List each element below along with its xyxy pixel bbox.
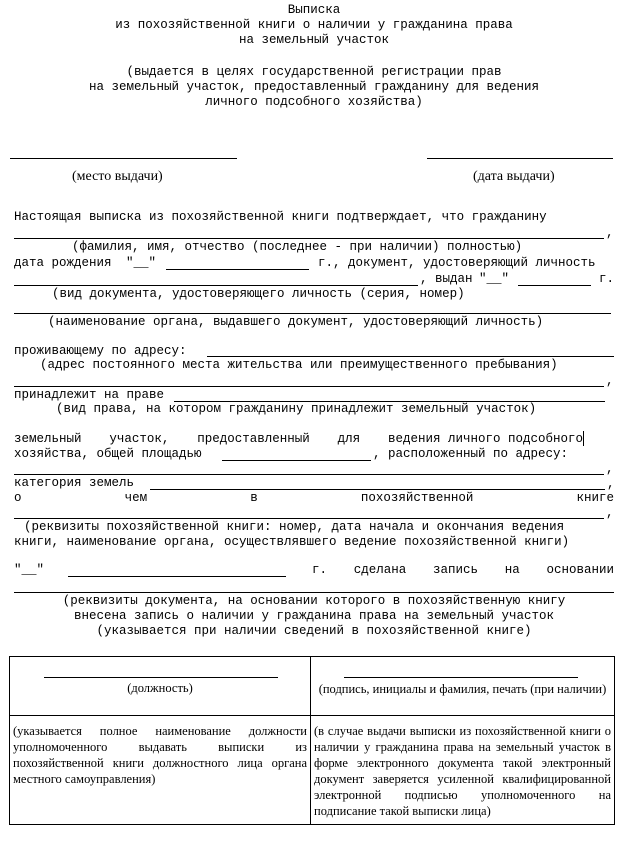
made-word: запись: [432, 563, 478, 577]
dob-day[interactable]: "__": [126, 256, 157, 270]
issue-date-field[interactable]: [518, 285, 591, 286]
e-note-cell: [311, 716, 615, 825]
record-day[interactable]: "__": [14, 563, 45, 577]
plot-word: земельный: [14, 432, 82, 446]
record-word: о: [14, 491, 22, 505]
plot-text-line: [14, 432, 583, 447]
comma: ,: [606, 462, 614, 476]
place-field[interactable]: [10, 158, 237, 159]
comma: ,: [606, 506, 614, 520]
record-word: в: [250, 491, 258, 505]
made-word: сделана: [353, 563, 407, 577]
date-label: (дата выдачи): [473, 169, 555, 184]
doc-hint: (вид документа, удостоверяющего личность (серия, номер): [52, 287, 465, 301]
dob-label: дата рождения: [14, 256, 112, 270]
dob-field[interactable]: [166, 269, 309, 270]
issued-label: , выдан: [420, 272, 473, 286]
book-hint-2: книги, наименование органа, осуществлявшего ведение похозяйственной книги): [14, 535, 570, 549]
doc-label: г., документ, удостоверяющий личность: [318, 256, 596, 270]
made-word: основании: [546, 563, 614, 577]
comma: ,: [606, 374, 614, 388]
plot-word: для: [337, 432, 361, 446]
record-text-line: [14, 491, 614, 506]
position-label: (должность): [127, 681, 193, 695]
purpose-line1: (выдается в целях государственной регистрации прав: [126, 65, 502, 79]
text-cursor: [583, 431, 584, 446]
e-doc-note: (в случае выдачи выписки из похозяйственной книги о наличии у гражданина права на земельный участок в форме электронного документа такой электронный документ заверяется усиленной квалифицированной электронной подписью уполномоченного на подписание такой выписки лица): [314, 724, 611, 818]
record-word: чем: [124, 491, 148, 505]
address-field-2[interactable]: [14, 386, 604, 387]
fio-hint: (фамилия, имя, отчество (последнее - при наличии) полностью): [72, 240, 523, 254]
address-hint: (адрес постоянного места жительства или преимущественного пребывания): [40, 358, 558, 372]
intro-text: Настоящая выписка из похозяйственной книги подтверждает, что гражданину: [14, 210, 547, 224]
id-doc-field[interactable]: [14, 285, 418, 286]
doc-title: Выписка: [287, 3, 341, 17]
position-cell: [10, 657, 311, 716]
org-hint: (наименование органа, выдавшего документ, удостоверяющий личность): [48, 315, 544, 329]
sign-cell: [311, 657, 615, 716]
issuing-org-field[interactable]: [14, 313, 611, 314]
plot-word: ведения личного подсобного: [387, 432, 583, 446]
position-note: (указывается полное наименование должности уполномоченного выдавать выписки из похозяйственной книги должностного лица органа местного самоуправления): [13, 724, 307, 786]
category-field[interactable]: [150, 489, 605, 490]
date-field[interactable]: [427, 158, 613, 159]
basis-hint-2: внесена запись о наличии у гражданина права на земельный участок: [73, 609, 555, 623]
place-label: (место выдачи): [72, 169, 163, 184]
comma: ,: [606, 226, 614, 240]
fio-field[interactable]: [14, 238, 604, 239]
comma: ,: [607, 477, 615, 491]
record-word: похозяйственной: [360, 491, 474, 505]
sign-label: (подпись, инициалы и фамилия, печать (при наличии): [318, 682, 607, 696]
plot-address-field[interactable]: [14, 474, 604, 475]
address-field[interactable]: [207, 356, 614, 357]
basis-hint-3: (указывается при наличии сведений в похозяйственной книге): [96, 624, 532, 638]
category-label: категория земель: [14, 476, 135, 490]
address-label: проживающему по адресу:: [14, 344, 187, 358]
made-word: г.: [312, 563, 328, 577]
made-word: на: [504, 563, 520, 577]
book-details-field[interactable]: [14, 518, 604, 519]
record-word: книге: [576, 491, 614, 505]
signature-table: [9, 656, 615, 825]
position-note-cell: [10, 716, 311, 825]
right-label: принадлежит на праве: [14, 388, 165, 402]
doc-title-line2: из похозяйственной книги о наличии у гражданина права: [115, 18, 513, 32]
position-field[interactable]: [44, 677, 278, 678]
right-hint: (вид права, на котором гражданину принадлежит земельный участок): [56, 402, 537, 416]
book-hint-1: (реквизиты похозяйственной книги: номер, дата начала и окончания ведения: [24, 520, 565, 534]
issue-day[interactable]: "__": [479, 272, 510, 286]
sign-field[interactable]: [344, 677, 578, 678]
plot-word: участок,: [109, 432, 170, 446]
purpose-line2: на земельный участок, предоставленный гражданину для ведения: [88, 80, 540, 94]
doc-title-line3: на земельный участок: [238, 33, 390, 47]
made-text-line: [312, 563, 614, 578]
area-label: хозяйства, общей площадью: [14, 447, 202, 461]
year-g: г.: [599, 272, 615, 286]
located-label: , расположенный по адресу:: [373, 447, 569, 461]
basis-field[interactable]: [14, 592, 614, 593]
basis-hint-1: (реквизиты документа, на основании которого в похозяйственную книгу: [62, 594, 566, 608]
record-date-field[interactable]: [68, 576, 286, 577]
area-field[interactable]: [222, 460, 371, 461]
purpose-line3: личного подсобного хозяйства): [205, 95, 423, 109]
plot-word: предоставленный: [197, 432, 310, 446]
